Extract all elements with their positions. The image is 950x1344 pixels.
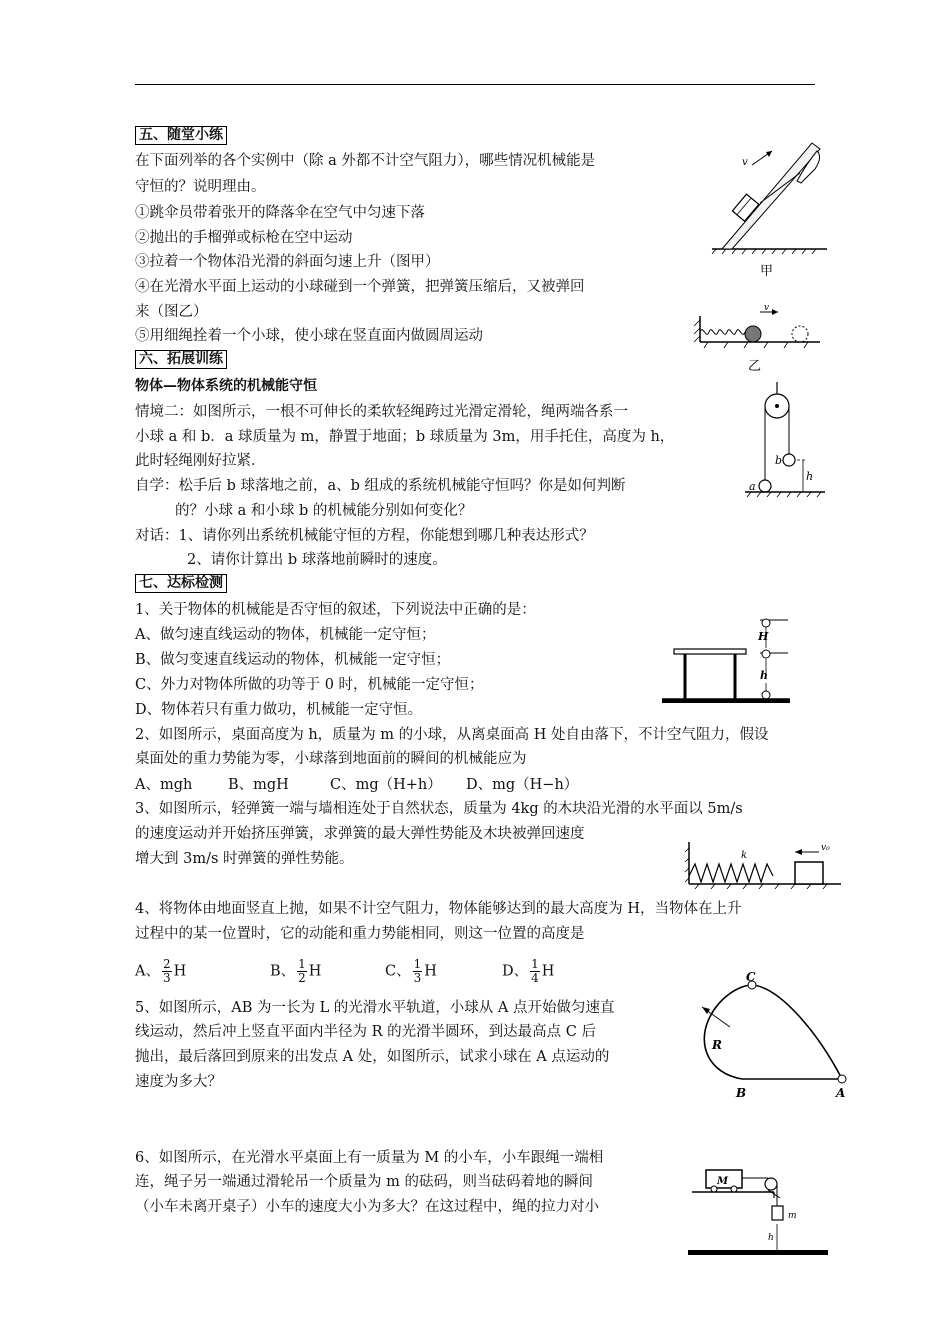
s6-line5: 的？小球 a 和小球 b 的机械能分别如何变化？ [175, 503, 473, 519]
q2-option-c: C、mg（H+h） [330, 777, 442, 793]
jia-velocity-label: v [742, 157, 748, 168]
spring-label-k: k [741, 850, 748, 861]
spring-ball-figure [688, 302, 828, 374]
incline-figure [712, 133, 832, 278]
q4-b-fraction: $\frac{1}{2}$ [298, 957, 306, 985]
table-label-H: H [758, 630, 769, 643]
spring-block-figure [685, 838, 845, 890]
s5-item5: ⑤用细绳拴着一个小球，使小球在竖直面内做圆周运动 [135, 328, 483, 344]
q3-stem-line3: 增大到 3m/s 时弹簧的弹性势能。 [135, 851, 354, 867]
s5-item4-line2: 来（图乙） [135, 304, 208, 320]
cart-label-M: M [717, 1176, 729, 1187]
q4-a-fraction: $\frac{2}{3}$ [162, 957, 171, 985]
q1-option-c: C、外力对物体所做的功等于 0 时，机械能一定守恒； [135, 677, 484, 693]
q3-stem-line1: 3、如图所示，轻弹簧一端与墙相连处于自然状态，质量为 4kg 的木块沿光滑的水平面以 5m/s [135, 801, 743, 817]
s6-line6: 对话：1、请你列出系统机械能守恒的方程，你能想到哪几种表达形式？ [135, 528, 594, 544]
pulley-label-a: a [749, 480, 756, 493]
cart-pulley-figure [688, 1162, 828, 1260]
q5-stem-line1: 5、如图所示，AB 为一长为 L 的光滑水平轨道，小球从 A 点开始做匀速直 [135, 1000, 615, 1016]
fig-yi-label: 乙 [748, 359, 762, 374]
loop-label-R: R [712, 1038, 722, 1052]
pulley-figure [745, 380, 830, 498]
cart-label-h: h [768, 1233, 774, 1243]
q2-stem-line1: 2、如图所示，桌面高度为 h，质量为 m 的小球，从离桌面高 H 处自由落下，不计空气阻力，假设 [135, 727, 769, 743]
table-drop-figure [660, 615, 795, 710]
s5-intro-line2: 守恒的？说明理由。 [135, 179, 266, 195]
q4-c-fraction: $\frac{1}{3}$ [413, 957, 422, 985]
q4-stem-line2: 过程中的某一位置时，它的动能和重力势能相同，则这一位置的高度是 [135, 926, 585, 942]
section7-header: 七、达标检测 [135, 573, 227, 593]
s5-item3: ③拉着一个物体沿光滑的斜面匀速上升（图甲） [135, 254, 440, 270]
s5-intro-line1: 在下面列举的各个实例中（除 a 外都不计空气阻力），哪些情况机械能是 [135, 153, 596, 169]
q1-stem: 1、关于物体的机械能是否守恒的叙述，下列说法中正确的是： [135, 602, 536, 618]
q5-stem-line2: 线运动，然后冲上竖直平面内半径为 R 的光滑半圆环，到达最高点 C 后 [135, 1024, 596, 1040]
table-label-h: h [760, 669, 768, 682]
q5-stem-line4: 速度为多大？ [135, 1074, 222, 1090]
loop-track-figure [690, 970, 855, 1105]
q4-option-d: D、 $\frac{1}{4}$ H [502, 957, 555, 985]
s5-item1: ①跳伞员带着张开的降落伞在空气中匀速下落 [135, 205, 425, 221]
s6-line3: 此时轻绳刚好拉紧． [135, 453, 266, 469]
s5-item4-line1: ④在光滑水平面上运动的小球碰到一个弹簧，把弹簧压缩后，又被弹回 [135, 279, 585, 295]
q4-option-c: C、 $\frac{1}{3}$ H [385, 957, 437, 985]
fig-jia-label: 甲 [760, 264, 774, 279]
q2-stem-line2: 桌面处的重力势能为零，小球落到地面前的瞬间的机械能应为 [135, 751, 527, 767]
q2-option-a: A、mgh [135, 777, 193, 793]
q1-option-b: B、做匀变速直线运动的物体，机械能一定守恒； [135, 652, 451, 668]
s6-line1: 情境二：如图所示，一根不可伸长的柔软轻绳跨过光滑定滑轮，绳两端各系一 [135, 404, 628, 420]
q4-option-b: B、 $\frac{1}{2}$ H [270, 957, 322, 985]
q3-stem-line2: 的速度运动并开始挤压弹簧，求弹簧的最大弹性势能及木块被弹回速度 [135, 826, 585, 842]
loop-label-A: A [836, 1086, 846, 1100]
spring-label-v0: v₀ [821, 843, 830, 853]
loop-label-C: C [746, 970, 756, 984]
q6-stem-line1: 6、如图所示，在光滑水平桌面上有一质量为 M 的小车，小车跟绳一端相 [135, 1150, 604, 1166]
s5-item2: ②抛出的手榴弹或标枪在空中运动 [135, 230, 353, 246]
top-rule [135, 84, 815, 85]
pulley-label-h: h [806, 470, 814, 483]
s6-subtitle: 物体—物体系统的机械能守恒 [135, 378, 317, 394]
q2-option-d: D、mg（H−h） [466, 777, 579, 793]
section5-header: 五、随堂小练 [135, 125, 227, 145]
cart-label-m: m [788, 1211, 797, 1221]
q2-option-b: B、mgH [228, 777, 289, 793]
section6-header: 六、拓展训练 [135, 349, 227, 369]
loop-label-B: B [736, 1086, 747, 1100]
q6-stem-line2: 连，绳子另一端通过滑轮吊一个质量为 m 的砝码，则当砝码着地的瞬间 [135, 1174, 593, 1190]
q6-stem-line3: （小车未离开桌子）小车的速度大小为多大？在这过程中，绳的拉力对小 [135, 1199, 599, 1215]
s6-line7: 2、请你计算出 b 球落地前瞬时的速度。 [187, 552, 447, 568]
pulley-label-b: b [775, 454, 783, 467]
q5-stem-line3: 抛出，最后落回到原来的出发点 A 处，如图所示，试求小球在 A 点运动的 [135, 1049, 610, 1065]
q4-stem-line1: 4、将物体由地面竖直上抛，如果不计空气阻力，物体能够达到的最大高度为 H，当物体在上升 [135, 901, 742, 917]
s6-line4: 自学：松手后 b 球落地之前，a、b 组成的系统机械能守恒吗？你是如何判断 [135, 478, 626, 494]
q4-option-a: A、 $\frac{2}{3}$ H [135, 957, 187, 985]
q1-option-a: A、做匀速直线运动的物体，机械能一定守恒； [135, 627, 436, 643]
q4-d-fraction: $\frac{1}{4}$ [531, 957, 539, 985]
s6-line2: 小球 a 和 b．a 球质量为 m，静置于地面；b 球质量为 3m，用手托住，高度为 h， [135, 429, 675, 445]
yi-velocity-label: v [764, 303, 770, 313]
q1-option-d: D、物体若只有重力做功，机械能一定守恒。 [135, 702, 423, 718]
